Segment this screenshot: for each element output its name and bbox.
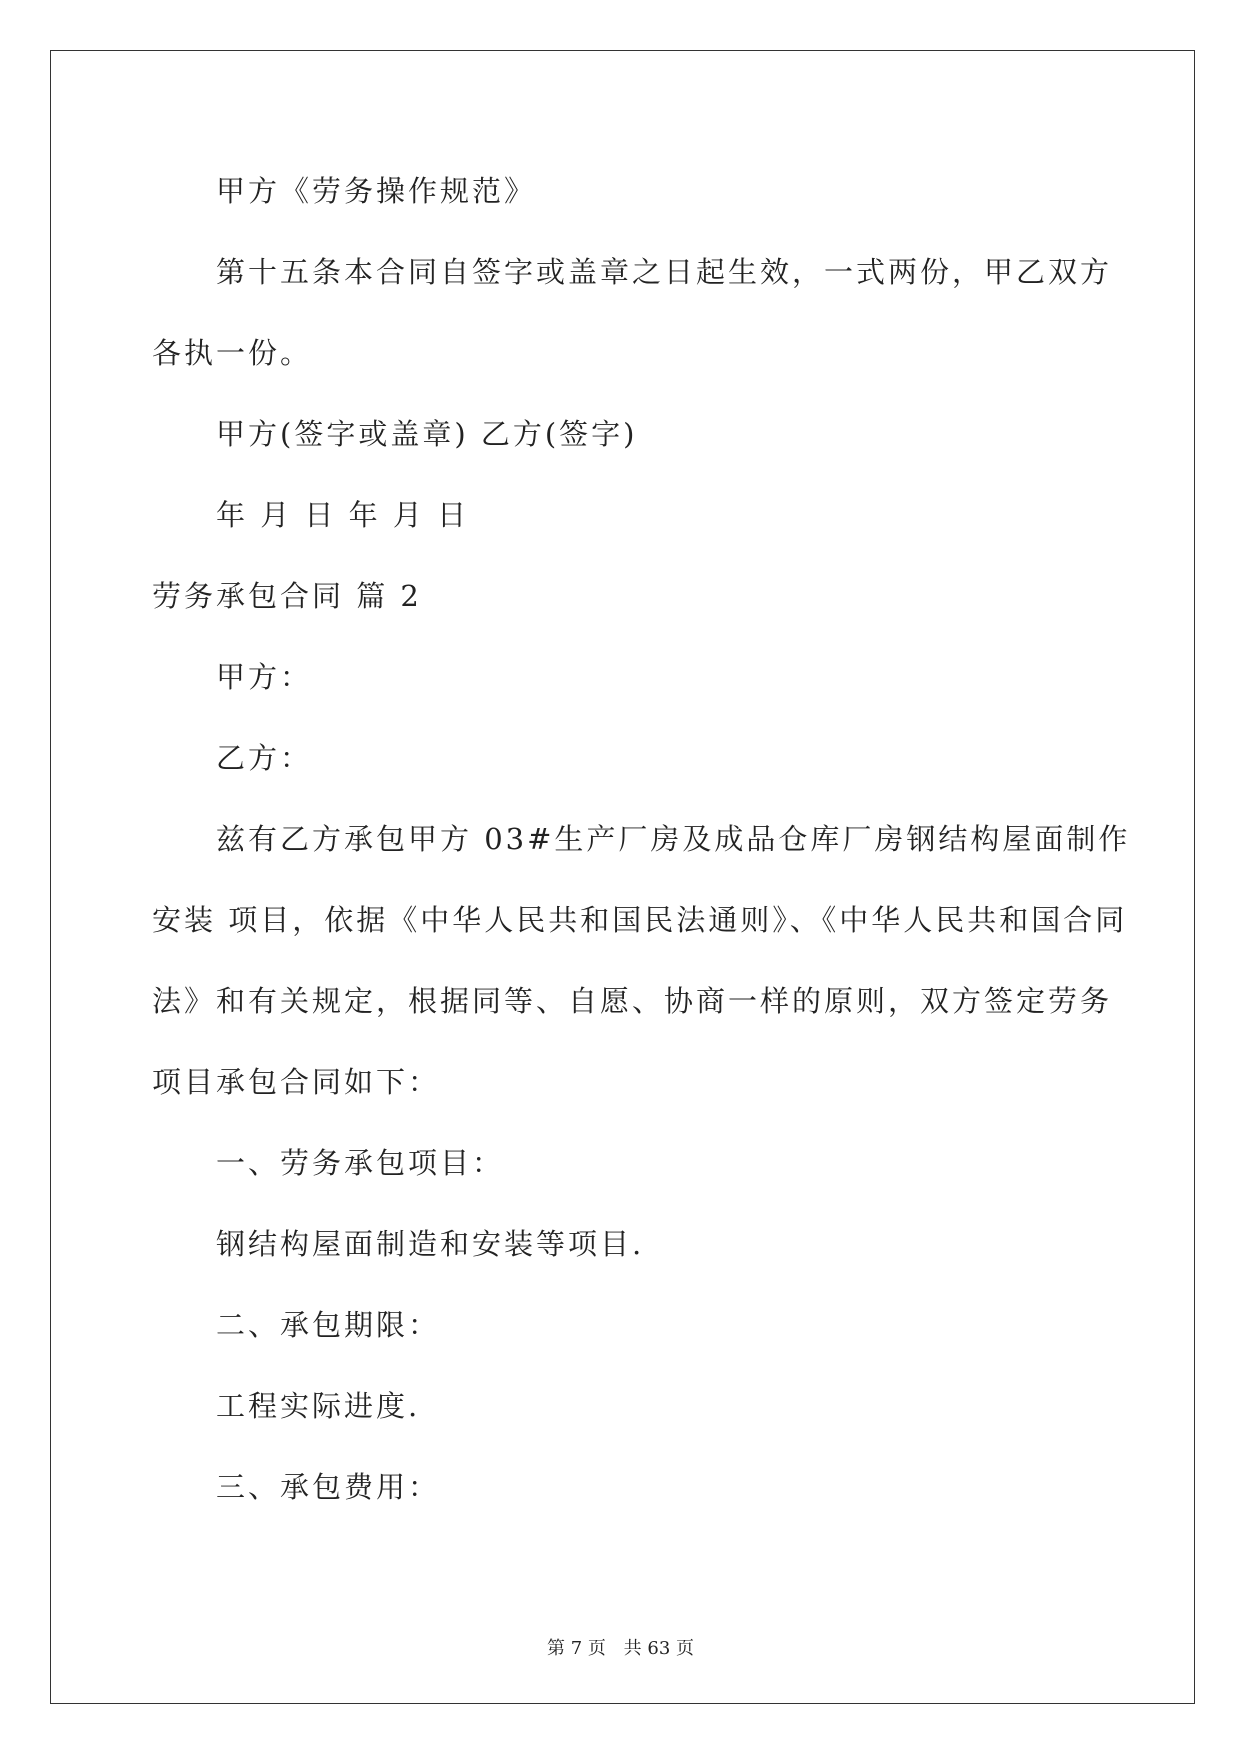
clause-heading: 三、承包费用： [216,1470,441,1504]
paragraph-line: 钢结构屋面制造和安装等项目. [216,1227,645,1261]
clause-heading: 二、承包期限： [216,1308,441,1342]
paragraph-line: 兹有乙方承包甲方 03#生产厂房及成品仓库厂房钢结构屋面制作 [216,822,1131,856]
paragraph-line: 甲方《劳务操作规范》 [216,174,537,208]
date-line: 年 月 日 年 月 日 [216,498,470,532]
page-footer [0,1634,1241,1660]
paragraph-line: 第十五条本合同自签字或盖章之日起生效，一式两份，甲乙双方 [216,255,1113,289]
page-total: 共 63 页 [623,1638,694,1659]
party-b-line: 乙方： [216,741,313,775]
paragraph-line: 安装 项目，依据《中华人民共和国民法通则》、《中华人民共和国合同 [152,903,1128,937]
page-current: 第 7 页 [547,1638,606,1659]
paragraph-line: 法》和有关规定，根据同等、自愿、协商一样的原则，双方签定劳务 [152,984,1113,1018]
paragraph-line: 工程实际进度. [216,1389,421,1423]
paragraph-line: 各执一份。 [152,336,313,370]
page-border [50,50,1195,1704]
section-heading: 劳务承包合同 篇 2 [152,579,422,613]
clause-heading: 一、劳务承包项目： [216,1146,505,1180]
signature-line: 甲方(签字或盖章) 乙方(签字) [216,417,638,451]
party-a-line: 甲方： [216,660,313,694]
paragraph-line: 项目承包合同如下： [152,1065,441,1099]
